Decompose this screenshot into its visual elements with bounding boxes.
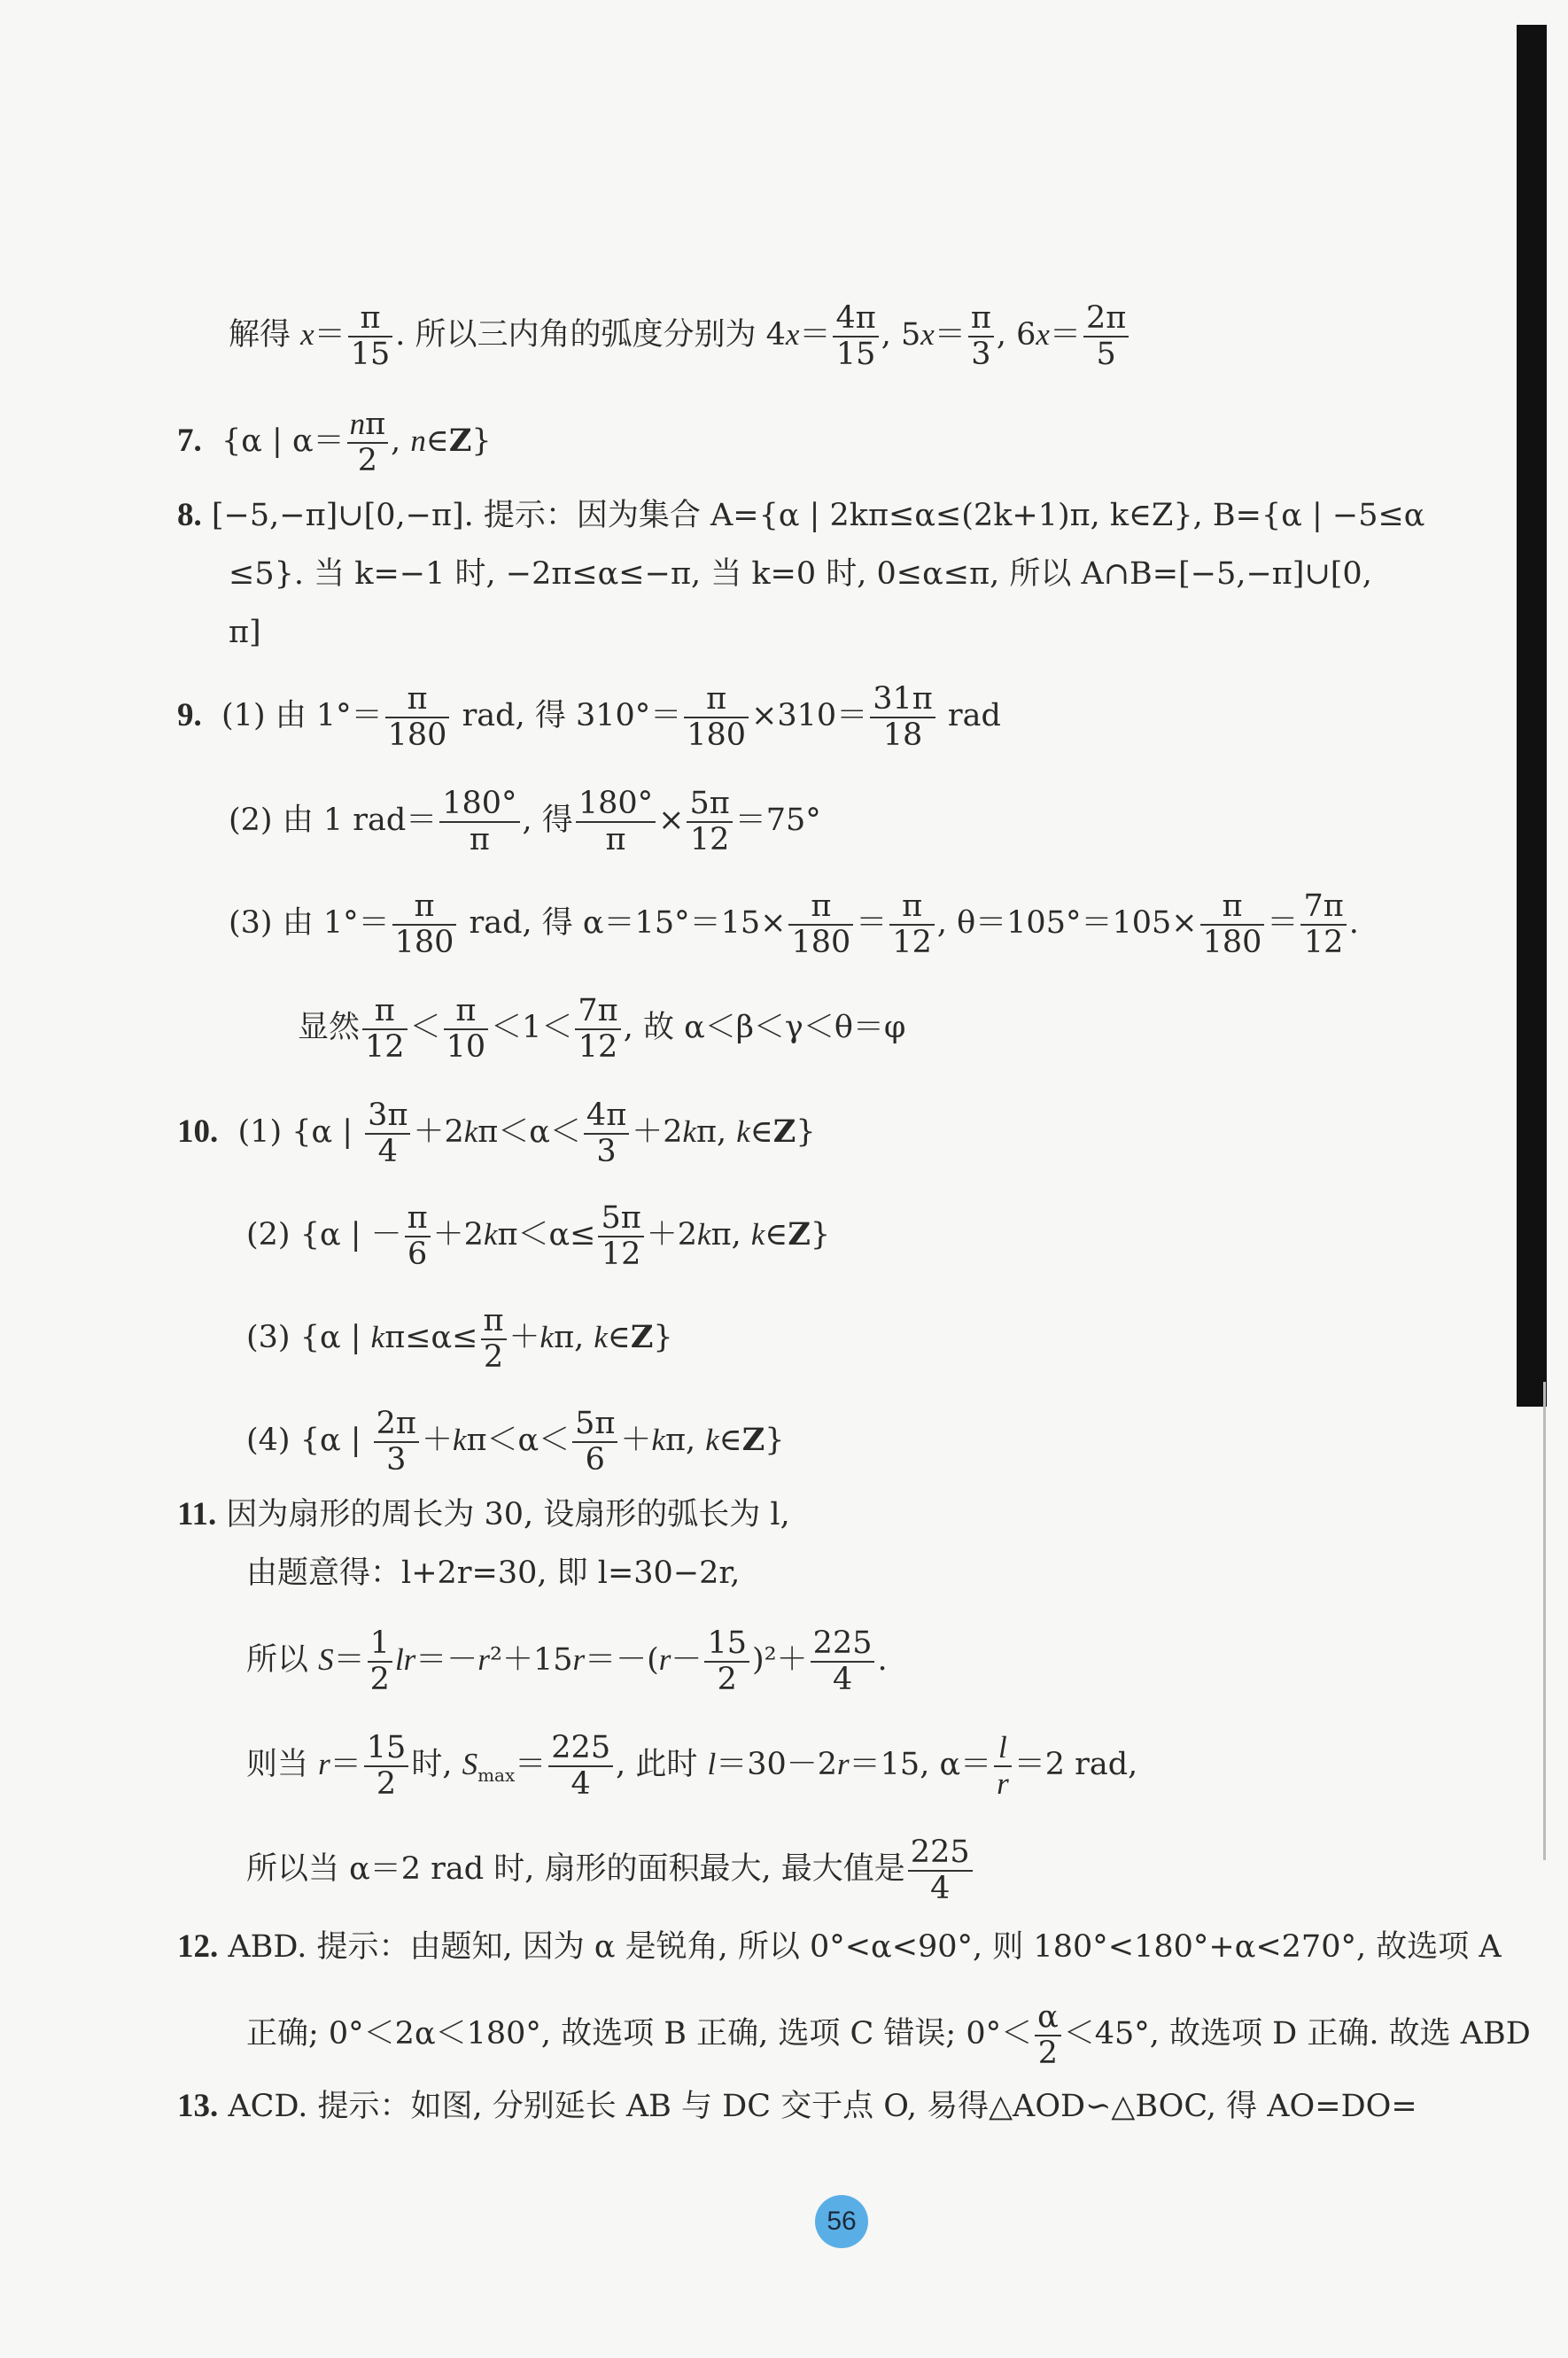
answer-10-4: (4) {α | $\frac{2\pi}{3}$ ＋kπ＜α＜ $\frac{5\pi}{6}$ ＋kπ, k∈Z} xyxy=(246,1406,785,1478)
answer-10-2: (2) {α | － $\frac{\pi}{6}$ ＋2kπ＜α≤ $\frac{5\pi}{12}$ ＋2kπ, k∈Z} xyxy=(246,1200,831,1272)
answer-9-3: (3) 由 1°＝ $\frac{\pi}{180}$ rad, 得 α＝15°＝15× $\frac{\pi}{180}$ ＝ $\frac{\pi}{12}$ , θ＝105°＝105× $\frac{\pi}{180}$ ＝ $\frac{7\pi}{12}$ . xyxy=(229,888,1359,960)
answer-11-1 xyxy=(177,1488,790,1541)
answer-11-5: 所以当 α＝2 rad 时, 扇形的面积最大, 最大值是 $\frac{225}{4}$ xyxy=(246,1835,975,1905)
answer-13-text: ACD. 提示：如图, 分别延长 AB 与 DC 交于点 O, 易得△AOD∽△BOC, 得 AO=DO= xyxy=(228,2089,1417,2124)
question-number-11: 11. xyxy=(177,1496,217,1532)
answer-11-2: 由题意得：l+2r=30, 即 l=30−2r, xyxy=(246,1555,741,1591)
question-number-9: 9. xyxy=(177,697,202,733)
answer-7-set: {α | α＝ $\frac{n\pi}{2}$ , n∈Z} xyxy=(211,407,492,478)
solve-statement: 解得 x＝ $\frac{\pi}{15}$ . 所以三内角的弧度分别为 4x＝ $\frac{4\pi}{15}$ , 5x＝ $\frac{\pi}{3}$ , 6x＝ $\frac{2\pi}{5}$ xyxy=(229,317,1131,353)
question-number-12: 12. xyxy=(177,1928,219,1965)
page-edge-line xyxy=(1543,1382,1546,1860)
answer-11-1-text: 因为扇形的周长为 30, 设扇形的弧长为 l, xyxy=(226,1497,790,1532)
answer-11-3: 所以 S＝ $\frac{1}{2}$ lr＝－r²＋15r＝－(r－ $\frac{15}{2}$ )²＋ $\frac{225}{4}$ . xyxy=(246,1625,888,1697)
question-number-13: 13. xyxy=(177,2088,219,2124)
answer-10-1 xyxy=(177,1098,816,1168)
answer-8-text-c: π] xyxy=(229,615,261,650)
answer-10-3: (3) {α | kπ≤α≤ $\frac{\pi}{2}$ ＋kπ, k∈Z} xyxy=(246,1303,673,1375)
question-number-8: 8. xyxy=(177,497,202,533)
answer-9-2: (2) 由 1 rad＝ $\frac{180^\circ}{\pi}$ , 得 $\frac{180^\circ}{\pi}$ × $\frac{5\pi}{12}$ ＝75° xyxy=(229,786,821,857)
answer-8-text-b: ≤5}. 当 k=−1 时, −2π≤α≤−π, 当 k=0 时, 0≤α≤π, 所以 A∩B=[−5,−π]∪[0, xyxy=(229,556,1372,592)
answer-9-4: 显然 $\frac{\pi}{12}$ ＜ $\frac{\pi}{10}$ ＜1＜ $\frac{7\pi}{12}$ , 故 α＜β＜γ＜θ＝φ xyxy=(298,993,906,1065)
page-number-badge: 56 xyxy=(815,2195,868,2248)
answer-12-text-a: ABD. 提示：由题知, 因为 α 是锐角, 所以 0°<α<90°, 则 180°<180°+α<270°, 故选项 A xyxy=(228,1929,1502,1965)
answer-8-text-a: [−5,−π]∪[0,−π]. 提示：因为集合 A={α | 2kπ≤α≤(2k+1)π, k∈Z}, B={α | −5≤α xyxy=(211,498,1425,533)
answer-7 xyxy=(177,407,492,477)
answer-9-1 xyxy=(177,682,1001,752)
answer-10-1-text: (1) {α | $\frac{3\pi}{4}$ ＋2kπ＜α＜ $\frac{4\pi}{3}$ ＋2kπ, k∈Z} xyxy=(228,1098,816,1169)
page-edge-shadow xyxy=(1517,25,1547,1407)
answer-9-1-text: (1) 由 1°＝ $\frac{\pi}{180}$ rad, 得 310°＝ $\frac{\pi}{180}$ ×310＝ $\frac{31\pi}{18}$ rad xyxy=(211,681,1001,753)
answer-12-line2: 正确; 0°＜2α＜180°, 故选项 B 正确, 选项 C 错误; 0°＜ $\frac{\alpha}{2}$ ＜45°, 故选项 D 正确. 故选 ABD xyxy=(246,1999,1531,2071)
line-intro xyxy=(229,301,1131,371)
answer-11-4: 则当 r＝ $\frac{15}{2}$ 时, $S_{max}=$ $\frac{225}{4}$ , 此时 l＝30－2r＝15, α＝ $\frac{l}{r}$ ＝2 rad, xyxy=(246,1730,1138,1802)
answer-12-line1 xyxy=(177,1920,1502,1974)
answer-8-line1 xyxy=(177,489,1424,542)
answer-13 xyxy=(177,2080,1417,2133)
question-number-10: 10. xyxy=(177,1113,219,1150)
question-number-7: 7. xyxy=(177,423,202,459)
